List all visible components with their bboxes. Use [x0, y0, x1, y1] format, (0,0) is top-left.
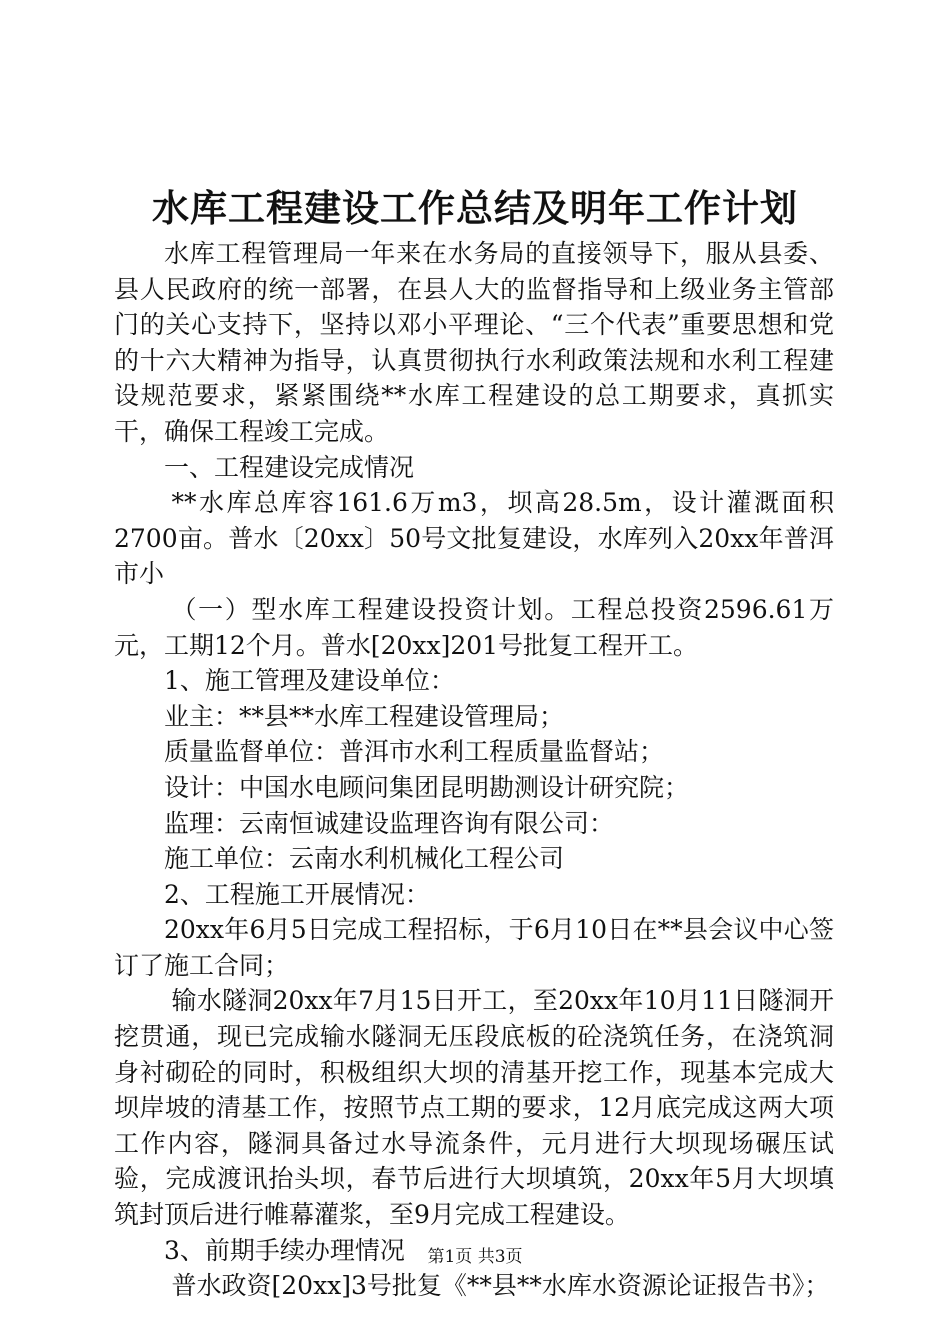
list-item-contractor: 施工单位：云南水利机械化工程公司	[164, 844, 565, 874]
list-item-owner: 业主：**县**水库工程建设管理局；	[164, 701, 565, 731]
paragraph-water-resource-approval: 普水政资[20xx]3号批复《**县**水库水资源论证报告书》；	[171, 1271, 830, 1301]
paragraph-intro: 水库工程管理局一年来在水务局的直接领导下，服从县委、县人民政府的统一部署，在县人大的监督指导和上级业务主管部门的关心支持下，坚持以邓小平理论、“三个代表”重要思想和党的十六大精神为指导，认真贯彻执行水利政策法规和水利工程建设规范要求，紧紧围绕**水库工程建设的总工期要求，真抓实干，确保工程竣工完成。	[114, 239, 834, 446]
paragraph-bidding: 20xx年6月5日完成工程招标，于6月10日在**县会议中心签订了施工合同；	[114, 915, 834, 980]
section-heading-1: 一、工程建设完成情况	[164, 452, 415, 482]
subheading-construction-units: 1、施工管理及建设单位：	[164, 666, 455, 696]
page-footer: 第1页 共3页	[427, 1247, 523, 1267]
list-item-design: 设计：中国水电顾问集团昆明勘测设计研究院；	[164, 772, 690, 802]
document-title: 水库工程建设工作总结及明年工作计划	[152, 186, 798, 230]
paragraph-tunnel-progress: 输水隧洞20xx年7月15日开工，至20xx年10月11日隧洞开挖贯通，现已完成输水隧洞无压段底板的砼浇筑任务，在浇筑洞身衬砌砼的同时，积极组织大坝的清基开挖工作，现基本完成大坝岸坡的清基工作，按照节点工期的要求，12月底完成这两大项工作内容，隧洞具备过水导流条件，元月进行大坝现场碾压试验，完成渡讯抬头坝，春节后进行大坝填筑，20xx年5月大坝填筑封顶后进行帷幕灌浆，至9月完成工程建设。	[114, 986, 834, 1230]
list-item-supervision: 监理：云南恒诚建设监理咨询有限公司：	[164, 808, 615, 838]
paragraph-reservoir-specs: **水库总库容161.6万m3，坝高28.5m，设计灌溉面积2700亩。普水〔20xx〕50号文批复建设，水库列入20xx年普洱市小	[114, 488, 834, 589]
list-item-quality-supervision: 质量监督单位：普洱市水利工程质量监督站；	[164, 737, 665, 767]
paragraph-investment-plan: （一）型水库工程建设投资计划。工程总投资2596.61万元，工期12个月。普水[20xx]201号批复工程开工。	[114, 594, 834, 660]
document-body	[114, 236, 834, 1304]
subheading-preliminary-procedures: 3、前期手续办理情况	[164, 1235, 405, 1265]
subheading-construction-progress: 2、工程施工开展情况：	[164, 879, 430, 909]
